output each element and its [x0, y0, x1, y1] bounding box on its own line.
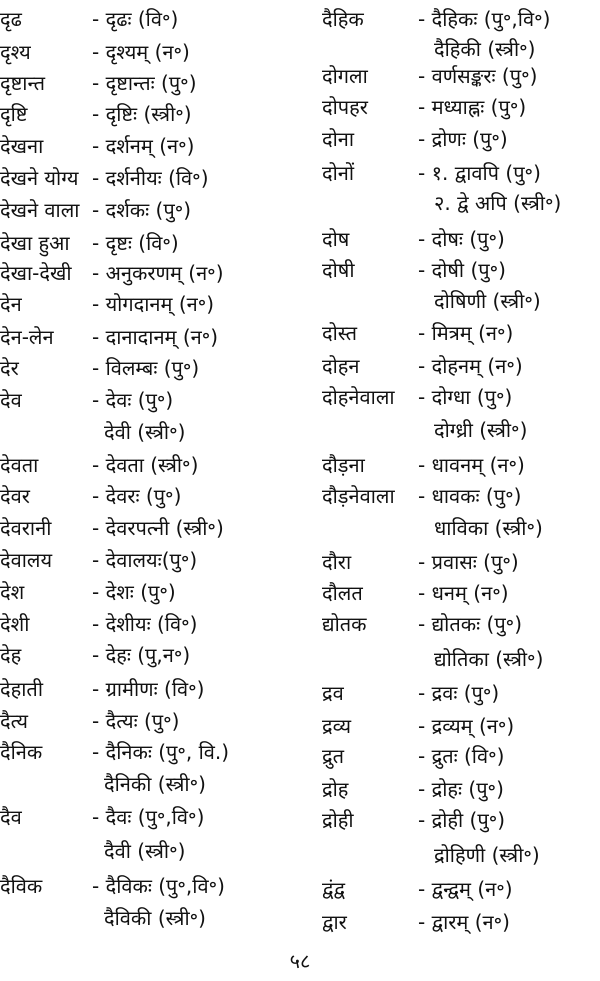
dictionary-entry	[322, 741, 600, 772]
dictionary-entry-continuation	[0, 769, 315, 800]
entry-headword: दौलत	[322, 581, 363, 605]
entry-sanskrit-equivalent: - द्योतकः (पु॰)	[418, 612, 522, 636]
entry-sanskrit-equivalent: द्रोहिणी (स्त्री॰)	[434, 843, 540, 867]
dictionary-entry	[0, 228, 315, 259]
entry-sanskrit-equivalent: दैविकी (स्त्री॰)	[104, 906, 206, 930]
entry-sanskrit-equivalent: - द्रोणः (पु॰)	[418, 127, 508, 151]
dictionary-entry	[0, 640, 315, 671]
entry-sanskrit-equivalent: दैनिकी (स्त्री॰)	[104, 772, 206, 796]
entry-sanskrit-equivalent: - दृढः (वि॰)	[92, 7, 179, 31]
entry-headword: दृश्य	[0, 40, 31, 64]
entry-sanskrit-equivalent: - देवरपत्नी (स्त्री॰)	[92, 516, 224, 540]
dictionary-entry	[322, 351, 600, 382]
dictionary-entry	[0, 481, 315, 512]
entry-sanskrit-equivalent: - दैत्यः (पु॰)	[92, 709, 180, 733]
entry-sanskrit-equivalent: - दैनिकः (पु॰, वि.)	[92, 740, 230, 764]
entry-sanskrit-equivalent: - द्रोही (पु॰)	[418, 808, 506, 832]
dictionary-entry	[322, 678, 600, 709]
entry-headword: दैविक	[0, 874, 43, 898]
entry-headword: देखा-देखी	[0, 261, 72, 285]
entry-headword: दोना	[322, 127, 355, 151]
entry-sanskrit-equivalent: - दानादानम् (न॰)	[92, 325, 219, 349]
entry-headword: द्रोही	[322, 808, 354, 832]
entry-headword: दोहनेवाला	[322, 385, 395, 409]
entry-sanskrit-equivalent: - द्रोहः (पु॰)	[418, 777, 504, 801]
dictionary-entry	[0, 68, 315, 99]
dictionary-entry	[0, 131, 315, 162]
entry-sanskrit-equivalent: - १. द्वावपि (पु॰)	[418, 161, 541, 185]
entry-sanskrit-equivalent: - देवरः (पु॰)	[92, 484, 182, 508]
dictionary-entry	[322, 124, 600, 155]
entry-sanskrit-equivalent: - दोग्धा (पु॰)	[418, 385, 513, 409]
entry-headword: देर	[0, 356, 19, 380]
entry-headword: दौड़नेवाला	[322, 484, 395, 508]
dictionary-entry	[0, 802, 315, 833]
entry-headword: दैव	[0, 805, 22, 829]
entry-headword: द्रव	[322, 681, 344, 705]
dictionary-entry	[0, 99, 315, 130]
dictionary-entry	[322, 481, 600, 512]
entry-sanskrit-equivalent: दैवी (स्त्री॰)	[104, 839, 186, 863]
entry-sanskrit-equivalent: - द्रव्यम् (न॰)	[418, 714, 515, 738]
page-number: ५८	[289, 949, 311, 973]
dictionary-entry	[322, 158, 600, 189]
entry-headword: देखना	[0, 134, 44, 158]
entry-headword: द्रोह	[322, 777, 349, 801]
entry-headword: दोहन	[322, 354, 360, 378]
dictionary-entry	[0, 609, 315, 640]
entry-sanskrit-equivalent: - ग्रामीणः (वि॰)	[92, 677, 205, 701]
dictionary-entry	[322, 609, 600, 640]
entry-headword: दृढ	[0, 7, 22, 31]
entry-sanskrit-equivalent: - देवालयः(पु॰)	[92, 548, 198, 572]
entry-sanskrit-equivalent: - दर्शकः (पु॰)	[92, 198, 192, 222]
dictionary-entry	[0, 450, 315, 481]
entry-sanskrit-equivalent: - योगदानम् (न॰)	[92, 292, 215, 316]
dictionary-entry	[322, 92, 600, 123]
entry-headword: देन-लेन	[0, 325, 54, 349]
entry-sanskrit-equivalent: - धनम् (न॰)	[418, 581, 509, 605]
entry-headword: द्रुत	[322, 744, 345, 768]
dictionary-entry	[322, 224, 600, 255]
entry-sanskrit-equivalent: - विलम्बः (पु॰)	[92, 356, 200, 380]
entry-headword: दृष्टि	[0, 102, 28, 126]
entry-sanskrit-equivalent: - दर्शनीयः (वि॰)	[92, 166, 209, 190]
entry-headword: देखा हुआ	[0, 231, 70, 255]
entry-sanskrit-equivalent: - दैहिकः (पु॰,वि॰)	[418, 7, 551, 31]
entry-headword: द्वंद्व	[322, 877, 345, 901]
dictionary-entry-continuation	[0, 903, 315, 934]
entry-headword: देवालय	[0, 548, 53, 572]
dictionary-entry-continuation	[322, 286, 600, 317]
dictionary-entry	[322, 318, 600, 349]
dictionary-entry-continuation	[322, 415, 600, 446]
entry-sanskrit-equivalent: - धावकः (पु॰)	[418, 484, 522, 508]
entry-sanskrit-equivalent: - दृष्टान्तः (पु॰)	[92, 71, 197, 95]
entry-sanskrit-equivalent: - द्रुतः (वि॰)	[418, 744, 505, 768]
entry-headword: दौरा	[322, 550, 352, 574]
entry-sanskrit-equivalent: - प्रवासः (पु॰)	[418, 550, 519, 574]
entry-headword: देह	[0, 643, 22, 667]
dictionary-entry	[0, 674, 315, 705]
entry-sanskrit-equivalent: धाविका (स्त्री॰)	[434, 516, 543, 540]
entry-headword: देवर	[0, 484, 30, 508]
dictionary-entry	[322, 907, 600, 938]
dictionary-entry	[322, 805, 600, 836]
entry-headword: देवता	[0, 453, 39, 477]
dictionary-entry-continuation	[322, 644, 600, 675]
entry-sanskrit-equivalent: - दोषी (पु॰)	[418, 258, 506, 282]
entry-headword: देन	[0, 292, 22, 316]
dictionary-entry	[322, 255, 600, 286]
dictionary-entry	[0, 577, 315, 608]
entry-headword: द्रव्य	[322, 714, 352, 738]
entry-headword: दैत्य	[0, 709, 29, 733]
entry-headword: दृष्टान्त	[0, 71, 46, 95]
dictionary-entry-continuation	[0, 836, 315, 867]
entry-sanskrit-equivalent: - धावनम् (न॰)	[418, 453, 525, 477]
entry-sanskrit-equivalent: - मित्रम् (न॰)	[418, 321, 514, 345]
entry-sanskrit-equivalent: - दर्शनम् (न॰)	[92, 134, 195, 158]
entry-headword: दैहिक	[322, 7, 364, 31]
entry-headword: देहाती	[0, 677, 43, 701]
entry-headword: देखने वाला	[0, 198, 80, 222]
dictionary-entry	[0, 322, 315, 353]
entry-headword: देखने योग्य	[0, 166, 79, 190]
entry-headword: दैनिक	[0, 740, 43, 764]
dictionary-entry	[0, 385, 315, 416]
dictionary-entry	[322, 578, 600, 609]
dictionary-entry	[0, 4, 315, 35]
dictionary-entry	[322, 547, 600, 578]
entry-sanskrit-equivalent: - दैविकः (पु॰,वि॰)	[92, 874, 225, 898]
dictionary-entry	[322, 774, 600, 805]
entry-sanskrit-equivalent: - दैवः (पु॰,वि॰)	[92, 805, 205, 829]
entry-sanskrit-equivalent: दोग्ध्री (स्त्री॰)	[434, 418, 528, 442]
entry-sanskrit-equivalent: - दृश्यम् (न॰)	[92, 40, 190, 64]
entry-sanskrit-equivalent: २. द्वे अपि (स्त्री॰)	[434, 191, 562, 215]
entry-sanskrit-equivalent: - देशः (पु॰)	[92, 580, 176, 604]
entry-sanskrit-equivalent: - दोहनम् (न॰)	[418, 354, 523, 378]
entry-sanskrit-equivalent: - वर्णसङ्करः (पु॰)	[418, 64, 538, 88]
entry-sanskrit-equivalent: - देशीयः (वि॰)	[92, 612, 198, 636]
dictionary-entry	[0, 545, 315, 576]
entry-headword: देव	[0, 388, 22, 412]
entry-sanskrit-equivalent: - द्वारम् (न॰)	[418, 910, 510, 934]
entry-sanskrit-equivalent: - द्रवः (पु॰)	[418, 681, 500, 705]
dictionary-entry	[0, 871, 315, 902]
dictionary-entry	[0, 195, 315, 226]
entry-headword: देवरानी	[0, 516, 52, 540]
dictionary-entry	[322, 874, 600, 905]
entry-headword: द्वार	[322, 910, 347, 934]
entry-sanskrit-equivalent: - दोषः (पु॰)	[418, 227, 505, 251]
entry-headword: दोपहर	[322, 95, 368, 119]
dictionary-entry	[0, 289, 315, 320]
entry-sanskrit-equivalent: दोषिणी (स्त्री॰)	[434, 289, 541, 313]
entry-sanskrit-equivalent: देवी (स्त्री॰)	[104, 420, 186, 444]
dictionary-entry	[322, 450, 600, 481]
entry-headword: दोगला	[322, 64, 368, 88]
entry-headword: द्योतक	[322, 612, 367, 636]
dictionary-entry	[0, 163, 315, 194]
entry-headword: दोष	[322, 227, 350, 251]
dictionary-entry	[0, 353, 315, 384]
entry-headword: दौड़ना	[322, 453, 365, 477]
dictionary-entry	[0, 258, 315, 289]
entry-headword: दोषी	[322, 258, 355, 282]
dictionary-entry	[322, 711, 600, 742]
entry-headword: दोनों	[322, 161, 355, 185]
dictionary-entry-continuation	[322, 513, 600, 544]
entry-sanskrit-equivalent: - अनुकरणम् (न॰)	[92, 261, 224, 285]
dictionary-entry-continuation	[0, 417, 315, 448]
entry-headword: देशी	[0, 612, 30, 636]
entry-sanskrit-equivalent: - मध्याह्नः (पु॰)	[418, 95, 527, 119]
entry-sanskrit-equivalent: दैहिकी (स्त्री॰)	[434, 37, 536, 61]
entry-sanskrit-equivalent: - द्वन्द्वम् (न॰)	[418, 877, 513, 901]
dictionary-entry	[0, 513, 315, 544]
entry-sanskrit-equivalent: - देवता (स्त्री॰)	[92, 453, 199, 477]
entry-sanskrit-equivalent: द्योतिका (स्त्री॰)	[434, 647, 544, 671]
entry-headword: देश	[0, 580, 25, 604]
entry-headword: दोस्त	[322, 321, 357, 345]
entry-sanskrit-equivalent: - दृष्टिः (स्त्री॰)	[92, 102, 192, 126]
dictionary-entry-continuation	[322, 840, 600, 871]
entry-sanskrit-equivalent: - दृष्टः (वि॰)	[92, 231, 179, 255]
dictionary-entry	[322, 4, 600, 35]
dictionary-entry	[0, 37, 315, 68]
entry-sanskrit-equivalent: - देवः (पु॰)	[92, 388, 174, 412]
dictionary-entry	[0, 737, 315, 768]
entry-sanskrit-equivalent: - देहः (पु,न॰)	[92, 643, 191, 667]
dictionary-entry	[0, 706, 315, 737]
dictionary-entry	[322, 61, 600, 92]
dictionary-entry	[322, 382, 600, 413]
dictionary-entry-continuation	[322, 188, 600, 219]
